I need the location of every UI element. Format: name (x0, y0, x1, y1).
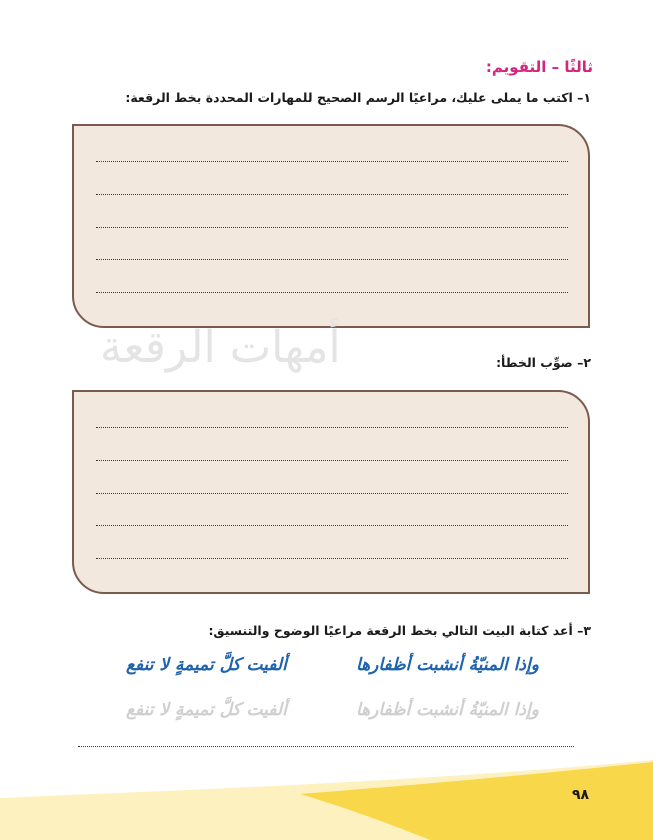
answer-line[interactable] (78, 746, 574, 747)
verse-trace-first: وإذا المنيّةُ أنشبت أظفارها (356, 700, 539, 720)
writing-line[interactable] (96, 227, 568, 228)
watermark-text: أمهات الرقعة (100, 322, 341, 373)
writing-lines (96, 161, 568, 325)
footer-band (0, 760, 653, 840)
verse-model-first: وإذا المنيّةُ أنشبت أظفارها (356, 655, 539, 675)
instruction-dictation: ١– اكتب ما يملى عليك، مراعيًا الرسم الصحيح للمهارات المحددة بخط الرقعة: (125, 90, 591, 105)
writing-line[interactable] (96, 460, 568, 461)
writing-line[interactable] (96, 558, 568, 559)
writing-line[interactable] (96, 194, 568, 195)
verse-model-second: ألفيت كلَّ تميمةٍ لا تنفع (126, 655, 287, 675)
instruction-rewrite-verse: ٣– أعد كتابة البيت التالي بخط الرقعة مراعيًا الوضوح والتنسيق: (208, 623, 591, 638)
writing-line[interactable] (96, 525, 568, 526)
page-number: ٩٨ (572, 787, 590, 803)
verse-trace-second: ألفيت كلَّ تميمةٍ لا تنفع (126, 700, 287, 720)
writing-lines (96, 427, 568, 591)
writing-line[interactable] (96, 292, 568, 293)
section-title: ثالثًا – التقويم: (485, 58, 593, 76)
writing-line[interactable] (96, 259, 568, 260)
writing-line[interactable] (96, 427, 568, 428)
writing-line[interactable] (96, 493, 568, 494)
instruction-correct-error: ٢– صوِّب الخطأ: (496, 355, 591, 370)
writing-line[interactable] (96, 161, 568, 162)
correction-writing-box[interactable] (72, 390, 590, 594)
dictation-writing-box[interactable] (72, 124, 590, 328)
